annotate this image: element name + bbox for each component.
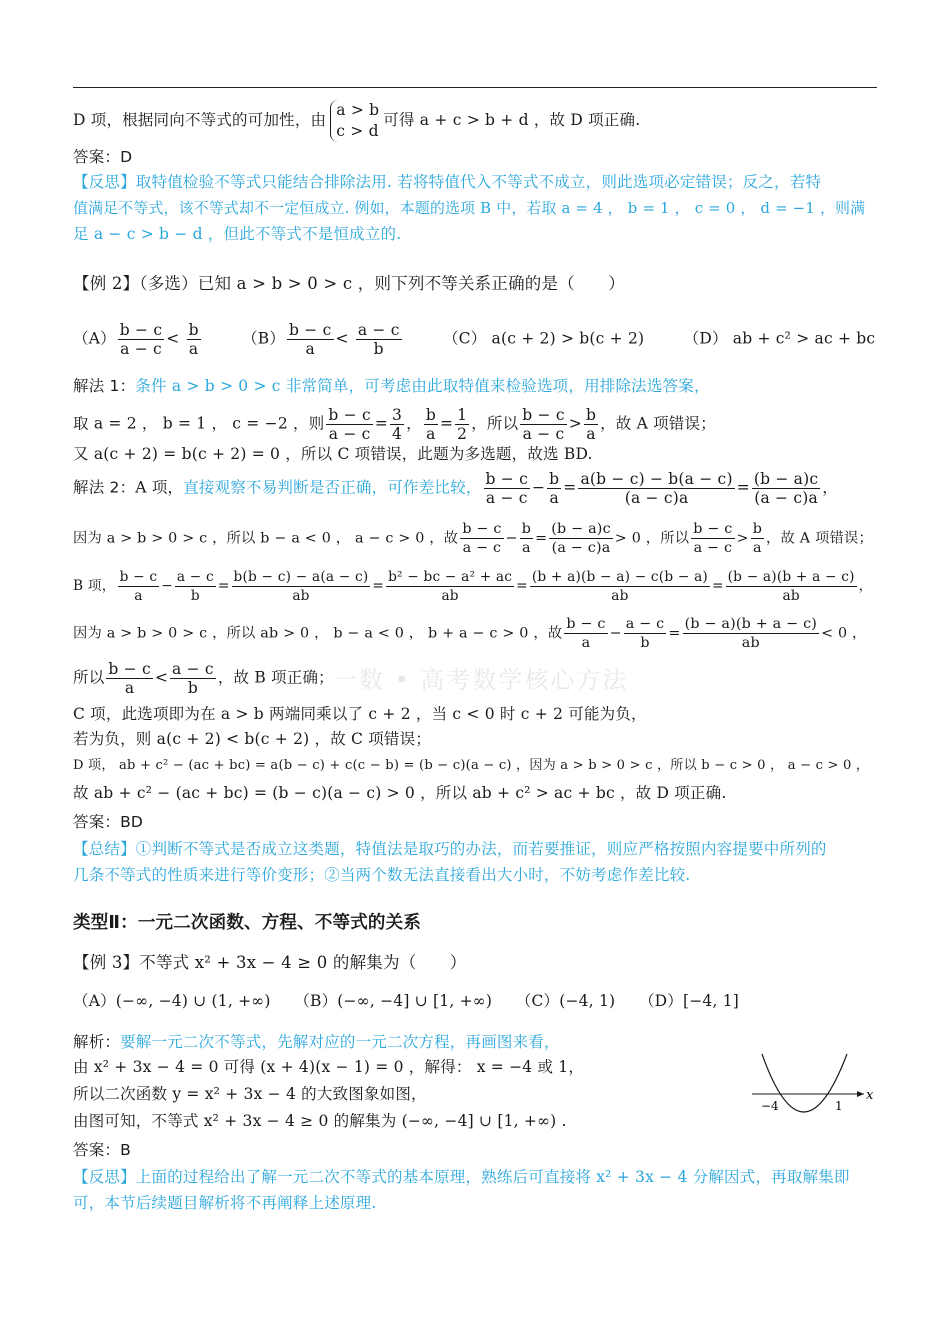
parabola-graph (752, 1052, 877, 1122)
root-right-label: 1 (835, 1099, 843, 1113)
text-line-l20 (73, 811, 880, 833)
text-line-l12 (73, 520, 880, 557)
text-line-l5 (73, 223, 880, 245)
text-span: 解法 1： (73, 377, 136, 395)
text-span: D 项， ab + c² − (ac + bc) = a(b − c) + c(c − b) = (b − c)(a − c) ，因为 a > b > 0 > c ，所以 b − c > 0 ， a − c > 0 ， (73, 758, 870, 773)
root-left-label: −4 (761, 1099, 779, 1113)
text-span: （B） (202, 329, 286, 348)
text-span: − (609, 625, 622, 642)
text-line-l1 (73, 100, 880, 142)
fraction-denominator: a (124, 679, 135, 697)
text-span: 由 x² + 3x − 4 = 0 可得 (x + 4)(x − 1) = 0 ，解得： x = −4 或 1， (73, 1058, 585, 1076)
fraction-denominator: a (549, 489, 559, 507)
text-span: 解法 2： (73, 478, 136, 497)
text-span: = (374, 414, 389, 433)
fraction (175, 568, 216, 605)
text-span: < (335, 329, 354, 348)
text-span: 类型Ⅱ：一元二次函数、方程、不等式的关系 (73, 913, 422, 933)
fraction (326, 406, 372, 443)
text-span: 直接观察不易判断是否正确，可作差比较， (183, 478, 482, 497)
text-span: 故 ab + c² − (ac + bc) = (b − c)(a − c) > 0 ，所以 ab + c² > ac + bc ，故 D 项正确. (73, 784, 727, 802)
text-line-l22 (73, 864, 880, 886)
text-span: > (736, 530, 749, 547)
fraction-numerator: b − c (289, 321, 332, 339)
fraction-denominator: a − c (522, 425, 565, 443)
fraction-numerator: a − c (172, 660, 214, 678)
fraction-denominator: a (188, 340, 199, 358)
text-span: C 项，此选项即为在 a > b 两端同乘以了 c + 2 ，当 c < 0 时 c + 2 可能为负， (73, 705, 647, 723)
text-span: 所以二次函数 y = x² + 3x − 4 的大致图象如图， (73, 1085, 427, 1103)
fraction-denominator: a − c (328, 425, 371, 443)
text-span: < (154, 668, 169, 687)
text-span: = (217, 578, 230, 594)
fraction-denominator: ab (611, 588, 629, 604)
fraction-denominator: (a − c)a (624, 489, 689, 507)
fraction-numerator: 1 (457, 406, 468, 424)
text-span: 要解一元二次不等式，先解对应的一元二次方程，再画图来看， (120, 1033, 560, 1051)
text-line-l30 (73, 1139, 880, 1161)
text-span: = (372, 578, 385, 594)
text-span: 答案：B (73, 1141, 131, 1159)
fraction-numerator: 3 (392, 406, 403, 424)
fraction (287, 321, 333, 358)
text-span: < 0 ， (821, 625, 867, 642)
fraction-numerator: b (188, 321, 199, 339)
text-line-l17 (73, 728, 880, 750)
text-line-l11 (73, 470, 880, 507)
text-span: 答案：BD (73, 813, 144, 831)
text-span: 取 a = 2 ， b = 1 ， c = −2 ，则 (73, 414, 325, 433)
text-line-l6 (73, 273, 880, 295)
fraction (424, 406, 438, 443)
text-span: = (668, 625, 681, 642)
text-line-l32 (73, 1192, 880, 1214)
fraction-numerator: a − c (357, 321, 400, 339)
text-line-l23 (73, 912, 880, 934)
text-span: = (736, 478, 750, 497)
text-span: < (166, 329, 185, 348)
text-line-l9 (73, 406, 880, 443)
x-axis-label: x (866, 1088, 874, 1103)
text-span: 因为 a > b > 0 > c ，所以 b − a < 0 ， a − c > 0 ，故 (73, 530, 459, 547)
fraction (118, 321, 164, 358)
fraction-numerator: (b + a)(b − a) − c(b − a) (531, 569, 708, 585)
fraction-numerator: b − c (522, 406, 565, 424)
text-span: > (568, 414, 582, 433)
text-span: = (535, 530, 548, 547)
fraction-denominator: b (190, 588, 200, 604)
text-span: ，故 B 项正确； (217, 668, 334, 687)
text-span: ，故 A 项错误； (600, 414, 716, 433)
text-span: − (531, 478, 546, 497)
fraction-denominator: a (586, 425, 596, 443)
fraction-numerator: b − c (485, 470, 528, 488)
text-line-l8 (73, 375, 880, 397)
text-span: > 0 ，所以 (614, 530, 690, 547)
fraction-denominator: b (373, 340, 384, 358)
fraction-denominator: a (581, 635, 591, 651)
fraction-denominator: ab (292, 588, 310, 604)
text-span: 【总结】①判断不等式是否成立这类题，特值法是取巧的办法，而若要推证，则应严格按照内容提要中所列的 (73, 840, 827, 858)
fraction-denominator: (a − c)a (551, 540, 611, 556)
fraction-denominator: a (426, 425, 436, 443)
fraction-denominator: ab (441, 588, 459, 604)
fraction-denominator: a − c (485, 489, 528, 507)
fraction-numerator: b − c (566, 616, 606, 632)
fraction (455, 406, 469, 443)
fraction (106, 660, 152, 697)
text-span: 解析： (73, 1033, 121, 1051)
text-span: 又 a(c + 2) = b(c + 2) = 0 ，所以 C 项错误，此题为多选题，故选 BD. (73, 445, 593, 463)
fraction (683, 615, 819, 652)
fraction-denominator: 2 (457, 425, 468, 443)
text-span: 值满足不等式，该不等式却不一定恒成立. 例如，本题的选项 B 中，若取 a = 4 ， b = 1 ， c = 0 ， d = −1 ，则满 (73, 199, 866, 217)
text-span: 足 a − c > b − d ，但此不等式不是恒成立的. (73, 225, 402, 243)
fraction-denominator: 4 (392, 425, 403, 443)
text-line-l18 (73, 755, 880, 777)
fraction-numerator: b² − bc − a² + ac (388, 569, 513, 585)
fraction (624, 615, 667, 652)
text-line-l26 (73, 1031, 880, 1053)
text-line-l14 (73, 615, 880, 652)
fraction-denominator: (a − c)a (754, 489, 818, 507)
text-span: 【反思】上面的过程给出了解一元二次不等式的基本原理，熟练后可直接将 x² + 3x − 4 分解因式，再取解集即 (73, 1168, 850, 1186)
text-span: ， (406, 414, 422, 433)
text-span: ， (858, 578, 873, 594)
fraction (584, 406, 598, 443)
text-span: ， (822, 478, 838, 497)
fraction-numerator: b (521, 521, 532, 537)
fraction-numerator: a − c (625, 616, 665, 632)
text-line-l25 (73, 990, 880, 1012)
text-span: 由图可知，不等式 x² + 3x − 4 ≥ 0 的解集为 (−∞, −4] ∪ [1, +∞) . (73, 1112, 567, 1130)
text-span: 答案：D (73, 148, 133, 166)
text-line-l19 (73, 782, 880, 804)
text-span: − (161, 578, 173, 594)
fraction (170, 660, 216, 697)
watermark: 一数 • 高考数学核心方法 (333, 666, 629, 694)
fraction-numerator: a(b − c) − b(a − c) (580, 470, 733, 488)
fraction-numerator: (b − a)(b + a − c) (727, 569, 855, 585)
fraction-denominator: ab (782, 588, 800, 604)
fraction-numerator: b − c (119, 569, 158, 585)
fraction (356, 321, 402, 358)
text-span: = (711, 578, 724, 594)
system-row: c > d (336, 122, 379, 140)
fraction-numerator: (b − a)(b + a − c) (684, 616, 818, 632)
fraction-numerator: b (425, 406, 436, 424)
fraction-numerator: b (585, 406, 597, 424)
fraction-numerator: b(b − c) − a(a − c) (233, 569, 369, 585)
text-span: ，故 A 项错误； (766, 530, 874, 547)
fraction-numerator: b (752, 521, 763, 537)
text-span: 所以 (73, 668, 105, 687)
fraction-numerator: b − c (693, 521, 733, 537)
text-span: （C） a(c + 2) > b(c + 2) （D） ab + c² > ac + bc (403, 329, 876, 348)
fraction (547, 470, 561, 507)
fraction (460, 520, 503, 557)
fraction (390, 406, 404, 443)
fraction-numerator: b − c (119, 321, 163, 339)
text-span: − (505, 530, 518, 547)
text-span: 若为负，则 a(c + 2) < b(c + 2) ，故 C 项错误； (73, 730, 432, 748)
text-line-l3 (73, 171, 880, 193)
text-span: 条件 a > b > 0 > c 非常简单，可考虑由此取特值来检验选项，用排除法选答案， (135, 377, 710, 395)
text-line-l24 (73, 952, 880, 974)
fraction-denominator: ab (741, 635, 760, 651)
text-span: 可得 a + c > b + d ，故 D 项正确. (383, 111, 641, 129)
fraction (187, 321, 201, 358)
fraction (232, 568, 371, 605)
fraction (578, 470, 734, 507)
text-line-l7 (73, 321, 880, 358)
fraction (484, 470, 530, 507)
text-span: 因为 a > b > 0 > c ，所以 ab > 0 ， b − a < 0 ， b + a − c > 0 ，故 (73, 625, 563, 642)
text-line-l21 (73, 838, 880, 860)
text-line-l4 (73, 197, 880, 219)
fraction-denominator: a − c (462, 540, 502, 556)
text-span: （A）(−∞, −4) ∪ (1, +∞) （B）(−∞, −4] ∪ [1, +∞) （C）(−4, 1) （D）[−4, 1] (73, 992, 740, 1010)
text-line-l13 (73, 568, 880, 605)
fraction-numerator: (b − a)c (753, 470, 819, 488)
fraction-denominator: a (753, 540, 762, 556)
fraction-denominator: a − c (693, 540, 733, 556)
text-span: D 项，根据同向不等式的可加性，由 (73, 111, 327, 129)
text-span: 【例 3】不等式 x² + 3x − 4 ≥ 0 的解集为（ ） (73, 953, 467, 972)
top-rule (73, 87, 877, 88)
text-span: A 项， (135, 478, 184, 497)
fraction-numerator: a − c (176, 569, 214, 585)
fraction (752, 470, 820, 507)
fraction (564, 615, 607, 652)
text-span: B 项， (73, 578, 116, 594)
fraction-denominator: a (305, 340, 315, 358)
x-axis-arrow (857, 1091, 864, 1097)
fraction (520, 520, 533, 557)
fraction (520, 406, 566, 443)
fraction (118, 568, 160, 605)
fraction-numerator: b − c (462, 521, 502, 537)
text-line-l16 (73, 703, 880, 725)
text-span: 【例 2】（多选）已知 a > b > 0 > c ，则下列不等关系正确的是（ ） (73, 274, 625, 293)
fraction-numerator: b − c (328, 406, 371, 424)
fraction-numerator: b − c (108, 660, 151, 678)
text-line-l31 (73, 1166, 880, 1188)
fraction-denominator: b (187, 679, 198, 697)
fraction-denominator: a − c (120, 340, 162, 358)
text-span: 可，本节后续题目解析将不再阐释上述原理. (73, 1194, 377, 1212)
text-line-l2 (73, 146, 880, 168)
text-span: = (563, 478, 577, 497)
fraction-numerator: (b − a)c (551, 521, 611, 537)
text-span: = (516, 578, 528, 594)
fraction (386, 568, 514, 605)
text-line-l10 (73, 443, 880, 465)
text-span: 【反思】取特值检验不等式只能结合排除法用. 若将特值代入不等式不成立，则此选项必定错误；反之，若特 (73, 173, 822, 191)
fraction-numerator: b (549, 470, 560, 488)
text-span: ，所以 (471, 414, 519, 433)
system-row: a > b (336, 101, 380, 119)
text-span: （A） (73, 329, 116, 348)
fraction (691, 520, 734, 557)
fraction (751, 520, 764, 557)
fraction (726, 568, 857, 605)
text-span: = (439, 414, 454, 433)
fraction (549, 520, 613, 557)
fraction-denominator: a (134, 588, 143, 604)
fraction-denominator: a (522, 540, 531, 556)
inequality-system (330, 100, 379, 142)
fraction-denominator: b (640, 635, 650, 651)
text-span: 几条不等式的性质来进行等价变形；②当两个数无法直接看出大小时，不妨考虑作差比较. (73, 866, 691, 884)
fraction (530, 568, 710, 605)
